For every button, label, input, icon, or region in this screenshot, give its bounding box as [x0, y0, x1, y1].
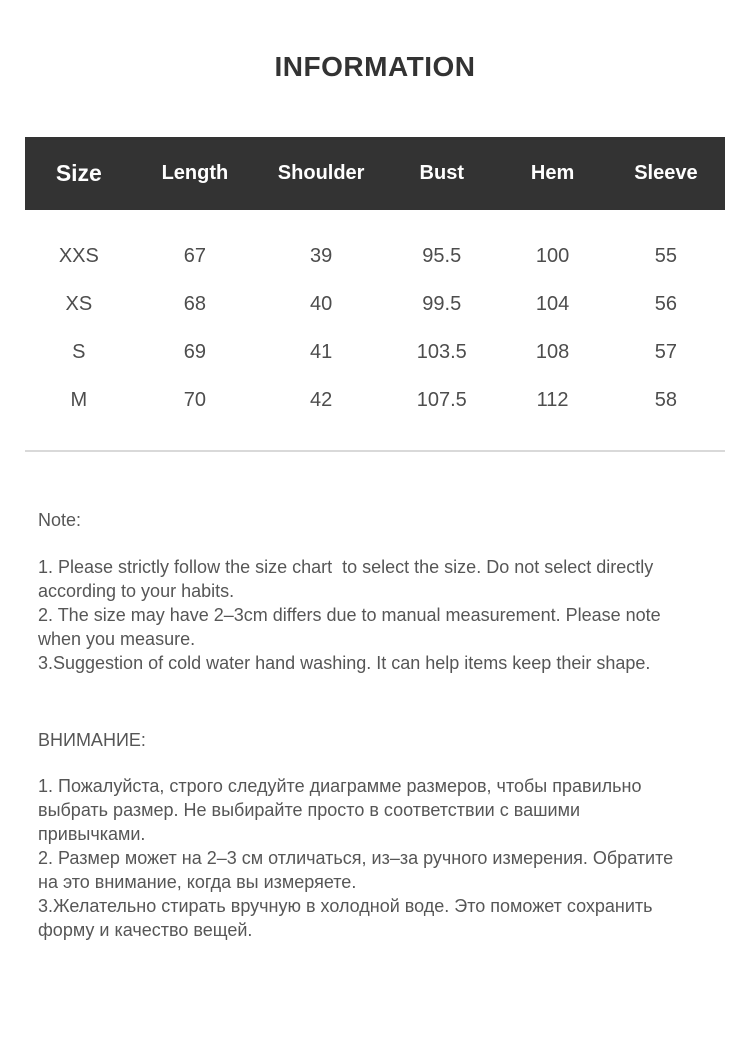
sleeve-cell: 58 — [654, 388, 678, 411]
bust-cell: 103.5 — [416, 340, 467, 363]
note-lines-ru — [38, 774, 712, 942]
size-table-body — [25, 210, 725, 424]
table-row — [25, 376, 725, 424]
length-cell: 68 — [183, 292, 207, 315]
size-table-header-size: Size — [55, 160, 102, 186]
size-cell: XXS — [58, 244, 99, 267]
note-heading: Note: — [38, 510, 82, 530]
bust-cell: 107.5 — [416, 388, 467, 411]
note-line: 3.Желательно стирать вручную в холодной воде. Это поможет сохранить — [38, 896, 653, 916]
table-row — [25, 232, 725, 280]
hem-cell: 112 — [536, 388, 569, 411]
size-cell: S — [72, 340, 86, 363]
attention-heading: ВНИМАНИЕ: — [38, 730, 146, 750]
shoulder-cell: 42 — [310, 388, 333, 411]
shoulder-cell: 41 — [310, 340, 333, 363]
section-divider — [25, 450, 725, 452]
size-table-header-length: Length — [161, 162, 229, 184]
size-cell: XS — [65, 292, 93, 315]
size-info-page — [0, 50, 750, 1050]
note-line: 1. Пожалуйста, строго следуйте диаграмме размеров, чтобы правильно — [38, 776, 642, 796]
shoulder-cell: 39 — [310, 244, 333, 267]
size-cell: M — [70, 388, 88, 411]
note-line: 2. Размер может на 2–3 см отличаться, из–за ручного измерения. Обратите — [38, 848, 674, 868]
note-section-ru — [38, 728, 712, 942]
size-table-header-bust: Bust — [419, 162, 464, 184]
note-line: 1. Please strictly follow the size chart to select the size. Do not select directly — [38, 557, 654, 577]
bust-cell: 95.5 — [422, 244, 462, 267]
bust-cell: 99.5 — [422, 292, 462, 315]
hem-cell: 100 — [535, 244, 570, 267]
hem-cell: 108 — [535, 340, 570, 363]
size-table-header-hem: Hem — [530, 162, 575, 184]
note-section-en — [38, 508, 712, 675]
length-cell: 69 — [183, 340, 207, 363]
length-cell: 70 — [183, 388, 207, 411]
note-line: 3.Suggestion of cold water hand washing. It can help items keep their shape. — [38, 653, 651, 673]
size-table — [25, 137, 725, 424]
shoulder-cell: 40 — [310, 292, 333, 315]
sleeve-cell: 56 — [654, 292, 678, 315]
note-lines-en — [38, 555, 712, 675]
note-line: when you measure. — [38, 629, 196, 649]
sleeve-cell: 55 — [654, 244, 678, 267]
size-table-header-row — [25, 137, 725, 210]
sleeve-cell: 57 — [654, 340, 678, 363]
note-line: привычками. — [38, 824, 146, 844]
table-row — [25, 328, 725, 376]
table-row — [25, 280, 725, 328]
note-line: форму и качество вещей. — [38, 920, 253, 940]
size-table-header-sleeve: Sleeve — [634, 162, 698, 184]
note-line: according to your habits. — [38, 581, 235, 601]
note-line: на это внимание, когда вы измеряете. — [38, 872, 357, 892]
length-cell: 67 — [183, 244, 207, 267]
note-line: 2. The size may have 2–3cm differs due to manual measurement. Please note — [38, 605, 661, 625]
hem-cell: 104 — [535, 292, 570, 315]
size-table-header-shoulder: Shoulder — [277, 162, 365, 184]
page-title: INFORMATION — [274, 51, 476, 82]
note-line: выбрать размер. Не выбирайте просто в соответствии с вашими — [38, 800, 581, 820]
